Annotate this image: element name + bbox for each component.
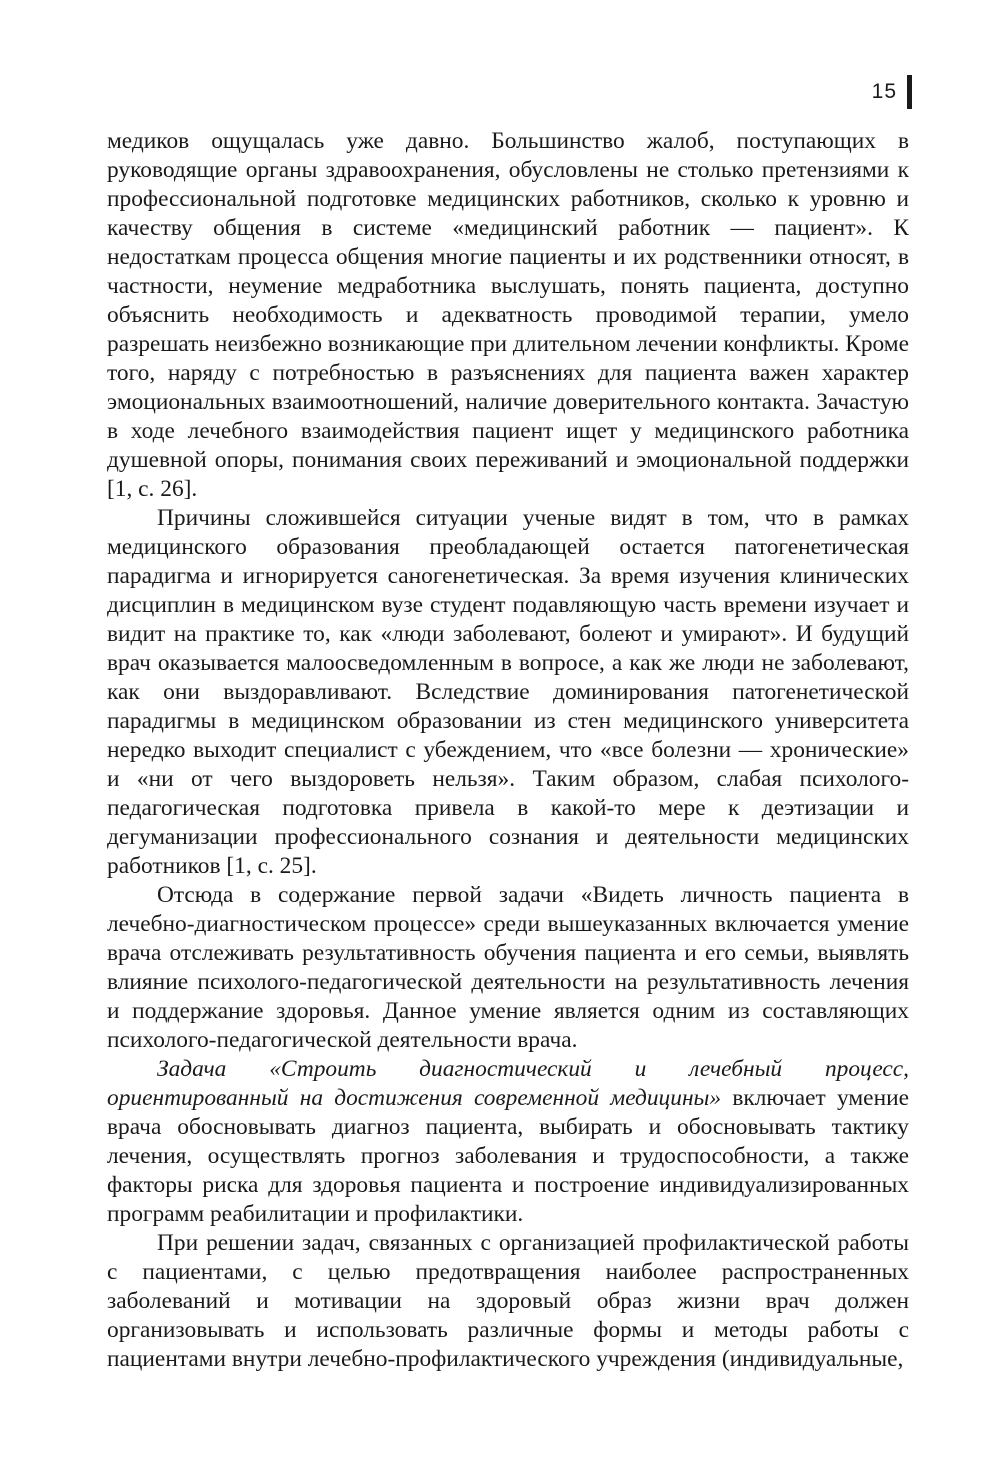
paragraph-4-italic-lead: Задача «Строить диагностический и лечебный процесс, ориентированный на достижения современной медицины» xyxy=(107,1056,909,1111)
body-text xyxy=(107,127,909,1374)
page-number: 15 xyxy=(871,80,897,103)
paragraph-3: Отсюда в содержание первой задачи «Видеть личность пациента в лечебно-диагностическом процессе» среди вышеуказанных включается умение врача отслеживать результативность обучения пациента и его семьи, выявлять влияние психолого-педагогической деятельности на результативность лечения и поддержание здоровья. Данное умение является одним из составляющих психолого-педагогической деятельности врача. xyxy=(107,882,909,1053)
paragraph-5: При решении задач, связанных с организацией профилактической работы с пациентами, с целью предотвращения наиболее распространенных заболеваний и мотивации на здоровый образ жизни врач должен организовывать и использовать различные формы и методы работы с пациентами внутри лечебно-профилактического учреждения (индивидуальные, xyxy=(107,1230,909,1372)
paragraph-2: Причины сложившейся ситуации ученые видят в том, что в рамках медицинского образования преобладающей остается патогенетическая парадигма и игнорируется саногенетическая. За время изучения клинических дисциплин в медицинском вузе студент подавляющую часть времени изучает и видит на практике то, как «люди заболевают, болеют и умирают». И будущий врач оказывается малоосведомленным в вопросе, а как же люди не заболевают, как они выздоравливают. Вследствие доминирования патогенетической парадигмы в медицинском образовании из стен медицинского университета нередко выходит специалист с убеждением, что «все болезни — хронические» и «ни от чего выздороветь нельзя». Таким образом, слабая психолого-педагогическая подготовка привела в какой-то мере к деэтизации и дегуманизации профессионального сознания и деятельности медицинских работников [1, с. 25]. xyxy=(107,505,909,879)
paragraph-4-text: включает умение врача обосновывать диагноз пациента, выбирать и обосновывать тактику лечения, осуществлять прогноз заболевания и трудоспособности, а также факторы риска для здоровья пациента и построение индивидуализированных программ реабилитации и профилактики. xyxy=(107,1085,909,1227)
page-number-bar xyxy=(907,75,912,109)
paragraph-4 xyxy=(107,1055,909,1229)
paragraph-1: медиков ощущалась уже давно. Большинство жалоб, поступающих в руководящие органы здравоохранения, обусловлены не столько претензиями к профессиональной подготовке медицинских работников, сколько к уровню и качеству общения в системе «медицинский работник — пациент». К недостаткам процесса общения многие пациенты и их родственники относят, в частности, неумение медработника выслушать, понять пациента, доступно объяснить необходимость и адекватность проводимой терапии, умело разрешать неизбежно возникающие при длительном лечении конфликты. Кроме того, наряду с потребностью в разъяснениях для пациента важен характер эмоциональных взаимоотношений, наличие доверительного контакта. Зачастую в ходе лечебного взаимодействия пациент ищет у медицинского работника душевной опоры, понимания своих переживаний и эмоциональной поддержки [1, с. 26]. xyxy=(107,128,909,502)
page-header xyxy=(872,74,912,110)
